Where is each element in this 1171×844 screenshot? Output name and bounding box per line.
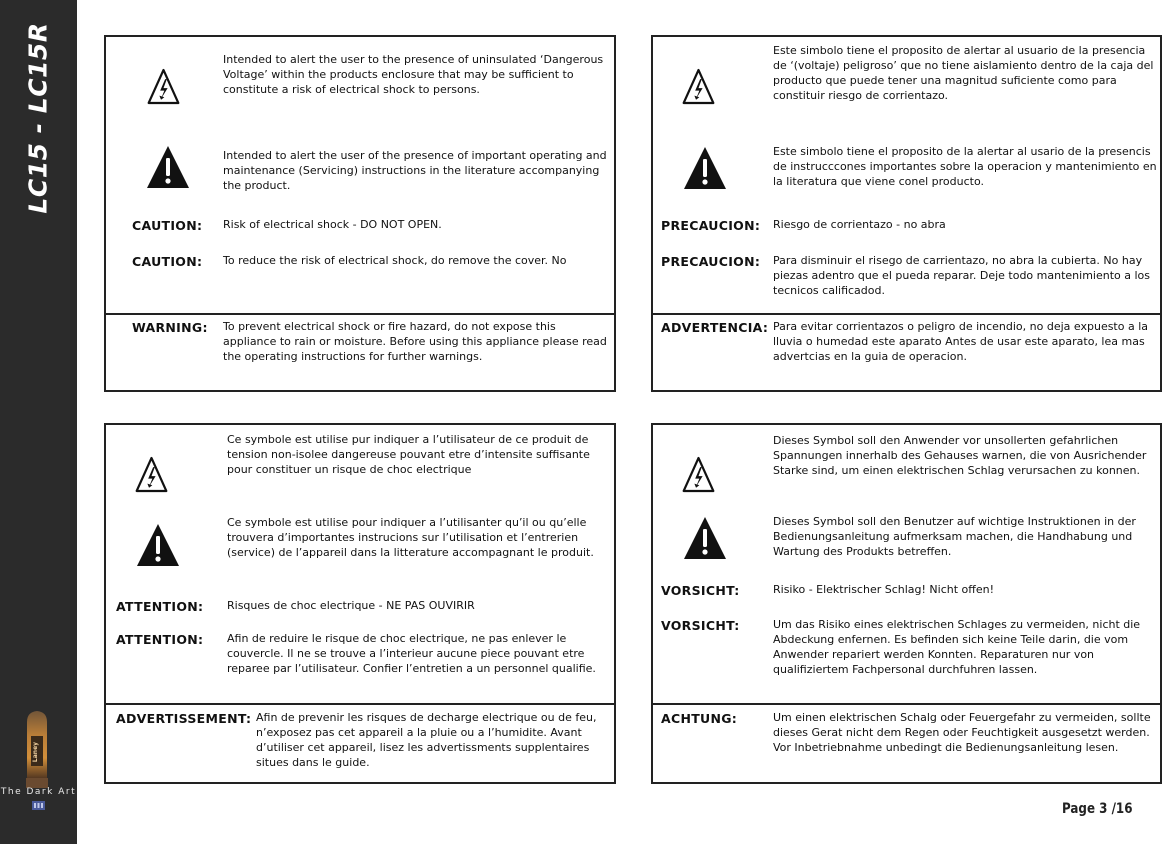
exclamation-warning-icon [136, 523, 180, 567]
electric-shock-warning-icon [682, 452, 715, 497]
valve-tube-logo [22, 708, 52, 790]
warning-label: ADVERTENCIA: [661, 320, 769, 335]
sidebar [0, 0, 77, 844]
instructions-symbol-text: Este simbolo tiene el proposito de la alertar al usario de la presencis de instrucccones importantes sobre la operacion y mantenimiento en la literatura que viene conel producto. [773, 145, 1157, 188]
voltage-symbol-text: Este simbolo tiene el proposito de alertar al usuario de la presencia de ‘(voltaje) peligroso’ que no tiene aislamiento dentro de la caja del producto que puede tener una magnitud suficiente como para constituir riesgo de corrientazo. [773, 44, 1154, 102]
caution-label: PRECAUCION: [661, 218, 761, 233]
model-title [18, 18, 58, 218]
instructions-symbol-text: Ce symbole est utilise pour indiquer a l’utilisanter qu’il ou qu’elle trouvera d’importantes instrucions sur l’utilisation et l’entrerien (service) de l’appareil dans la litterature accompagnant le produit. [227, 516, 594, 559]
caution-text: Afin de reduire le risque de choc electrique, ne pas enlever le couvercle. Il ne se trouve a l’interieur aucune piece pouvant etre reparee par l’utilisateur. Confier l’entretien a un personnel qualifie. [227, 632, 596, 675]
caution-label: VORSICHT: [661, 618, 740, 633]
caution-text: Para disminuir el risego de carrientazo, no abra la cubierta. No hay piezas adentro que el pueda reparar. Deje todo mantenimiento a los tecnicos calificadod. [773, 254, 1151, 297]
svg-text:Laney: Laney [32, 741, 39, 763]
instructions-symbol-text: Intended to alert the user of the presence of important operating and maintenance (Servicing) instructions in the literature accompanying the product. [223, 149, 607, 192]
caution-label: ATTENTION: [116, 599, 204, 614]
caution-text: Um das Risiko eines elektrischen Schlages zu vermeiden, nicht die Abdeckung enfernen. Es befinden sich keine Teile darin, die vom Anwender repariert werden Konnten. Reparaturen nur von qualifiziertem Fachpersonal durchfuhren lassen. [773, 618, 1141, 676]
warning-label: WARNING: [132, 320, 208, 335]
warning-label: ADVERTISSEMENT: [116, 711, 252, 726]
model-title-text: LC15 - LC15R [23, 22, 53, 214]
electric-shock-warning-icon [147, 64, 180, 109]
caution-label: CAUTION: [132, 254, 203, 269]
electric-shock-warning-icon [682, 64, 715, 109]
voltage-symbol-text: Intended to alert the user to the presence of uninsulated ‘Dangerous Voltage’ within the products enclosure that may be sufficient to constitute a risk of electrical shock to persons. [223, 53, 604, 96]
caution-text: Risk of electrical shock - DO NOT OPEN. [223, 218, 442, 231]
tagline-mark-icon [32, 801, 45, 810]
panel-divider [653, 703, 1160, 705]
warning-text: To prevent electrical shock or fire hazard, do not expose this appliance to rain or moisture. Before using this appliance please read the operating instructions for further warnings. [223, 320, 607, 363]
tagline: The Dark Art [0, 787, 77, 797]
caution-label: ATTENTION: [116, 632, 204, 647]
panel-divider [653, 313, 1160, 315]
caution-text: Riesgo de corrientazo - no abra [773, 218, 946, 231]
exclamation-warning-icon [146, 145, 190, 189]
caution-label: VORSICHT: [661, 583, 740, 598]
caution-label: CAUTION: [132, 218, 203, 233]
exclamation-warning-icon [683, 516, 727, 560]
electric-shock-warning-icon [135, 452, 168, 497]
caution-label: PRECAUCION: [661, 254, 761, 269]
warning-text: Afin de prevenir les risques de decharge electrique ou de feu, n’exposez pas cet appareil a la pluie ou a l’humidite. Avant d’utiliser cet appareil, lisez les advertissments supplentaires situes dans le guide. [256, 711, 597, 769]
warning-text: Um einen elektrischen Schalg oder Feuergefahr zu vermeiden, sollte dieses Gerat nicht dem Regen oder Feuchtigkeit ausgesetzt werden. Vor Inbetriebnahme unbedingt die Bedienungsanleitung lesen. [773, 711, 1151, 754]
panel-divider [106, 313, 614, 315]
caution-text: Risiko - Elektrischer Schlag! Nicht offen! [773, 583, 994, 596]
warning-label: ACHTUNG: [661, 711, 738, 726]
caution-text: To reduce the risk of electrical shock, do remove the cover. No [223, 254, 567, 267]
instructions-symbol-text: Dieses Symbol soll den Benutzer auf wichtige Instruktionen in der Bedienungsanleitung aufmerksam machen, die Handhabung und Wartung des Produkts betreffen. [773, 515, 1136, 558]
warning-text: Para evitar corrientazos o peligro de incendio, no deja expuesto a la lluvia o humedad este aparato Antes de usar este aparato, lea mas advertcias en la guia de operacion. [773, 320, 1149, 363]
panel-divider [106, 703, 614, 705]
voltage-symbol-text: Dieses Symbol soll den Anwender vor unsollerten gefahrlichen Spannungen innerhalb des Gehauses warnen, die von Ausrichender Starke sind, um einen elektrischen Schlag verursachen zu konnen. [773, 434, 1147, 477]
exclamation-warning-icon [683, 146, 727, 190]
page-number: Page 3 /16 [1062, 801, 1133, 817]
caution-text: Risques de choc electrique - NE PAS OUVIRIR [227, 599, 475, 612]
voltage-symbol-text: Ce symbole est utilise pur indiquer a l’utilisateur de ce produit de tension non-isolee dangereuse pouvant etre d’intensite suffisante pour constituer un risque de choc electrique [227, 433, 590, 476]
